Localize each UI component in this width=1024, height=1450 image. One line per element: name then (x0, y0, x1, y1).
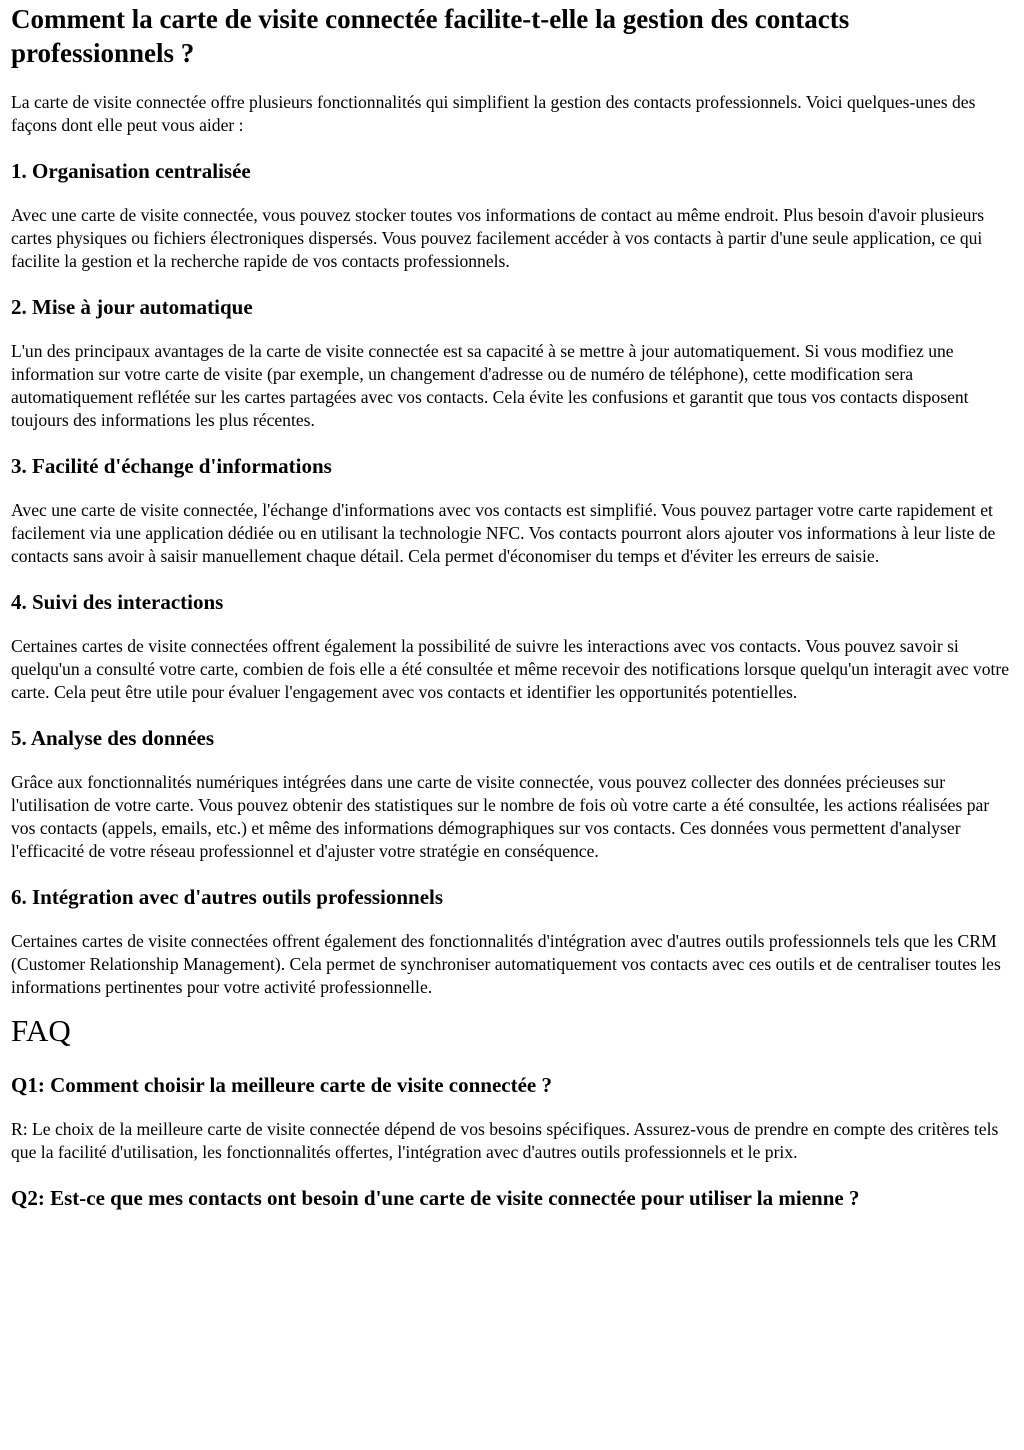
document-page (0, 2, 1024, 1211)
section-6 (11, 884, 1013, 999)
section-4 (11, 589, 1013, 704)
section-body: L'un des principaux avantages de la carte de visite connectée est sa capacité à se mettre à jour automatiquement. Si vous modifiez une information sur votre carte de visite (par exemple, un changement d'adresse ou de numéro de téléphone), cette modification sera automatiquement reflétée sur les cartes partagées avec vos contacts. Cela évite les confusions et garantit que tous vos contacts disposent toujours des informations les plus récentes. (11, 341, 969, 430)
section-3 (11, 453, 1013, 568)
section-body: Avec une carte de visite connectée, vous pouvez stocker toutes vos informations de contact au même endroit. Plus besoin d'avoir plusieurs cartes physiques ou fichiers électroniques dispersés. Vous pouvez facilement accéder à vos contacts à partir d'une seule application, ce qui facilite la gestion et la recherche rapide de vos contacts professionnels. (11, 205, 985, 271)
faq-title: FAQ (11, 1013, 71, 1048)
section-heading: 5. Analyse des données (11, 726, 215, 750)
section-body: Certaines cartes de visite connectées offrent également la possibilité de suivre les interactions avec vos contacts. Vous pouvez savoir si quelqu'un a consulté votre carte, combien de fois elle a été consultée et même recevoir des notifications lorsque quelqu'un interagit avec votre carte. Cela peut être utile pour évaluer l'engagement avec vos contacts et identifier les opportunités potentielles. (11, 636, 1010, 702)
article-intro: La carte de visite connectée offre plusieurs fonctionnalités qui simplifient la gestion des contacts professionnels. Voici quelques-unes des façons dont elle peut vous aider : (11, 92, 976, 135)
section-1 (11, 158, 1013, 273)
section-heading: 6. Intégration avec d'autres outils professionnels (11, 885, 444, 909)
section-body: Certaines cartes de visite connectées offrent également des fonctionnalités d'intégration avec d'autres outils professionnels tels que les CRM (Customer Relationship Management). Cela permet de synchroniser automatiquement vos contacts avec ces outils et de centraliser toutes les informations pertinentes pour votre activité professionnelle. (11, 931, 1001, 997)
section-heading: 1. Organisation centralisée (11, 159, 251, 183)
section-5 (11, 725, 1013, 863)
section-heading: 4. Suivi des interactions (11, 590, 224, 614)
section-heading: 3. Facilité d'échange d'informations (11, 454, 332, 478)
section-heading: 2. Mise à jour automatique (11, 295, 253, 319)
section-body: Avec une carte de visite connectée, l'échange d'informations avec vos contacts est simplifié. Vous pouvez partager votre carte rapidement et facilement via une application dédiée ou en utilisant la technologie NFC. Vos contacts pourront alors ajouter vos informations à leur liste de contacts sans avoir à saisir manuellement chaque détail. Cela permet d'économiser du temps et d'éviter les erreurs de saisie. (11, 500, 996, 566)
section-body: Grâce aux fonctionnalités numériques intégrées dans une carte de visite connectée, vous pouvez collecter des données précieuses sur l'utilisation de votre carte. Vous pouvez obtenir des statistiques sur le nombre de fois où votre carte a été consultée, les actions réalisées par vos contacts (appels, emails, etc.) et même des informations démographiques sur vos contacts. Ces données vous permettent d'analyser l'efficacité de votre réseau professionnel et d'ajuster votre stratégie en conséquence. (11, 772, 990, 861)
faq-answer: R: Le choix de la meilleure carte de visite connectée dépend de vos besoins spécifiques. Assurez-vous de prendre en compte des critères tels que la facilité d'utilisation, les fonctionnalités offertes, l'intégration avec d'autres outils professionnels et le prix. (11, 1119, 999, 1162)
faq-question: Q2: Est-ce que mes contacts ont besoin d'une carte de visite connectée pour utiliser la mienne ? (11, 1186, 860, 1210)
faq-question: Q1: Comment choisir la meilleure carte de visite connectée ? (11, 1073, 552, 1097)
section-2 (11, 294, 1013, 432)
faq-item-1 (11, 1072, 1013, 1164)
article-title: Comment la carte de visite connectée facilite-t-elle la gestion des contacts professionnels ? (11, 4, 850, 68)
faq-item-2 (11, 1185, 1013, 1211)
